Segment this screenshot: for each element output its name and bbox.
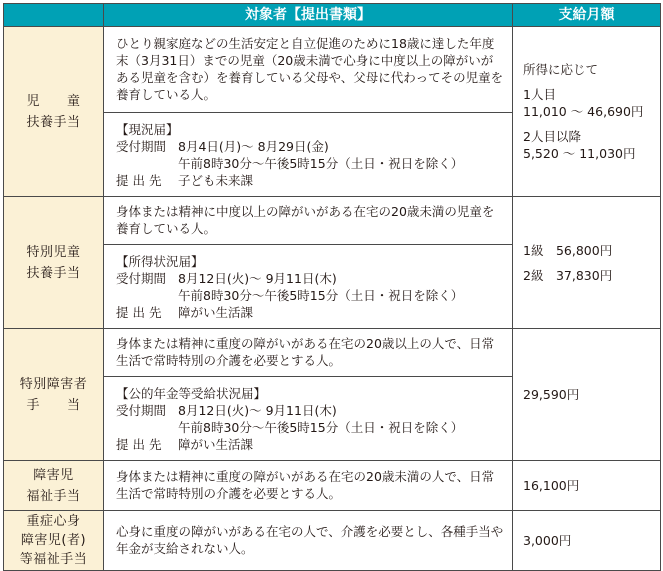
submission-office: 障がい生活課 <box>178 304 254 320</box>
eligibility-text: ひとり親家庭などの生活安定と自立促進のために18歳に達した年度末（3月31日）までの児童（20歳未満で心身に中度以上の障がいがある児童を含む）を養育している父母や、父母に代わってその児童を養育している人。 <box>104 27 513 113</box>
header-target: 対象者【提出書類】 <box>104 4 513 27</box>
table-row <box>4 197 661 245</box>
allowance-table <box>3 3 661 571</box>
office-hours: 午前8時30分～午後5時15分（土日・祝日を除く） <box>178 287 464 303</box>
table-row <box>4 461 661 511</box>
monthly-amount: 所得に応じて 1人目 11,010 ～ 46,690円 2人目以降 5,520 ～ 11,030円 <box>513 27 661 197</box>
submission-info: 【公的年金等受給状況届】 受付期間 8月12日(火)～ 9月11日(木) 午前8時30分～午後5時15分（土日・祝日を除く） 提 出 先 障がい生活課 <box>104 377 513 461</box>
monthly-amount: 29,590円 <box>513 329 661 461</box>
monthly-amount: 3,000円 <box>513 511 661 571</box>
submission-period: 8月4日(月)～ 8月29日(金) <box>178 138 329 154</box>
allowance-name: 特別児童 扶養手当 <box>4 197 104 329</box>
table-row <box>4 511 661 571</box>
allowance-name: 特別障害者 手 当 <box>4 329 104 461</box>
submission-office: 障がい生活課 <box>178 436 254 452</box>
office-hours: 午前8時30分～午後5時15分（土日・祝日を除く） <box>178 155 464 171</box>
monthly-amount: 1級 56,800円 2級 37,830円 <box>513 197 661 329</box>
submission-period: 8月12日(火)～ 9月11日(木) <box>178 402 337 418</box>
eligibility-text: 身体または精神に中度以上の障がいがある在宅の20歳未満の児童を養育している人。 <box>104 197 513 245</box>
eligibility-text: 身体または精神に重度の障がいがある在宅の20歳以上の人で、日常生活で常時特別の介護を必要とする人。 <box>104 329 513 377</box>
submission-info: 【所得状況届】 受付期間 8月12日(火)～ 9月11日(木) 午前8時30分～午後5時15分（土日・祝日を除く） 提 出 先 障がい生活課 <box>104 245 513 329</box>
office-hours: 午前8時30分～午後5時15分（土日・祝日を除く） <box>178 419 464 435</box>
allowance-name: 児 童 扶養手当 <box>4 27 104 197</box>
table-row <box>4 329 661 377</box>
document-title: 【所得状況届】 <box>116 253 204 269</box>
table-row <box>4 27 661 113</box>
header-amount: 支給月額 <box>513 4 661 27</box>
header-blank <box>4 4 104 27</box>
document-title: 【公的年金等受給状況届】 <box>116 385 267 401</box>
submission-info: 【現況届】 受付期間 8月4日(月)～ 8月29日(金) 午前8時30分～午後5時15分（土日・祝日を除く） 提 出 先 子ども未来課 <box>104 113 513 197</box>
allowance-name: 障害児 福祉手当 <box>4 461 104 511</box>
header-row <box>4 4 661 27</box>
eligibility-text: 心身に重度の障がいがある在宅の人で、介護を必要とし、各種手当や年金が支給されない人。 <box>104 511 513 571</box>
submission-office: 子ども未来課 <box>178 172 254 188</box>
document-title: 【現況届】 <box>116 121 179 137</box>
allowance-name: 重症心身 障害児(者) 等福祉手当 <box>4 511 104 571</box>
submission-period: 8月12日(火)～ 9月11日(木) <box>178 270 337 286</box>
eligibility-text: 身体または精神に重度の障がいがある在宅の20歳未満の人で、日常生活で常時特別の介護を必要とする人。 <box>104 461 513 511</box>
monthly-amount: 16,100円 <box>513 461 661 511</box>
